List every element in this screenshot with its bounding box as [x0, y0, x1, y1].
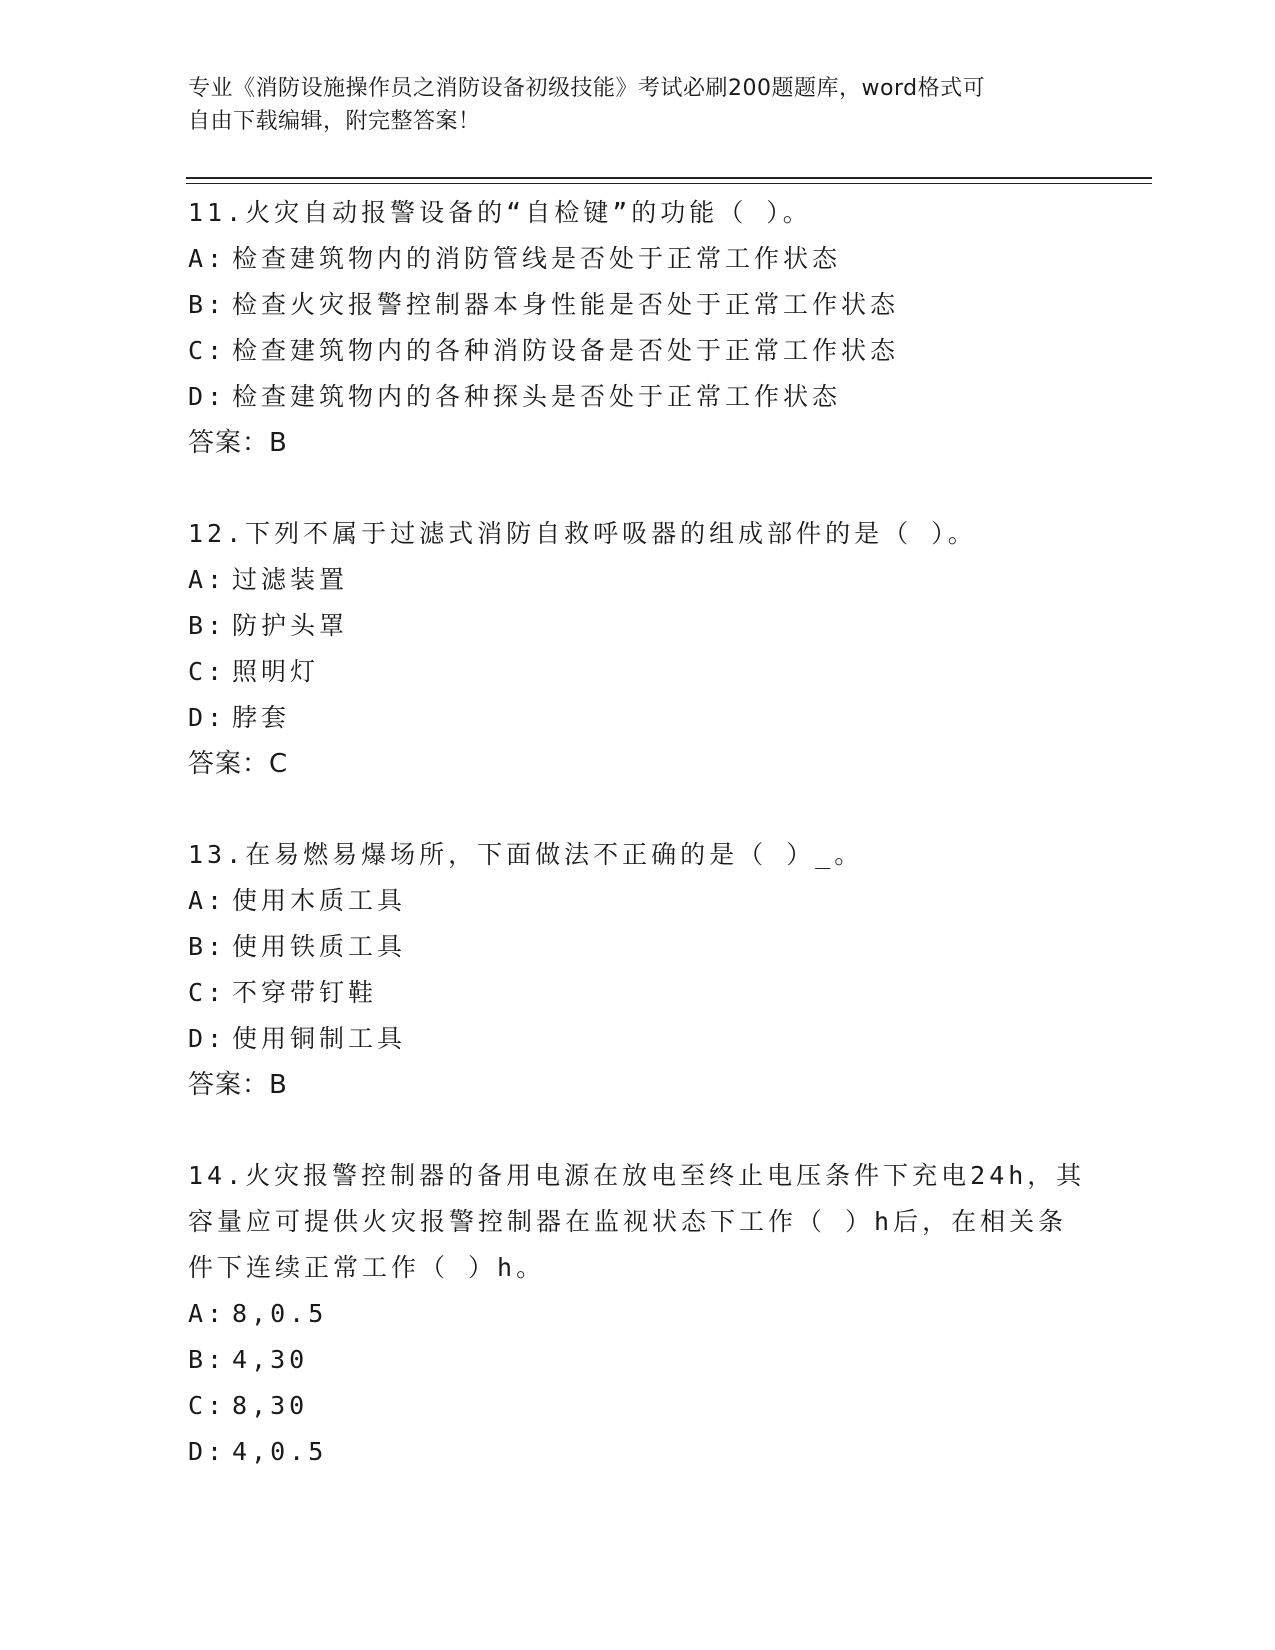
document-header	[188, 72, 1088, 138]
option-key: A:	[188, 565, 227, 594]
option-text: 检查建筑物内的各种消防设备是否处于正常工作状态	[232, 336, 900, 365]
option-text: 防护头罩	[232, 611, 349, 640]
option-text: 使用木质工具	[232, 886, 407, 915]
option-text: 4,0.5	[232, 1437, 328, 1466]
question-stem-line-1: 14.火灾报警控制器的备用电源在放电至终止电压条件下充电24h，其	[188, 1161, 1086, 1190]
option-key: C:	[188, 657, 227, 686]
option-key: A:	[188, 1299, 227, 1328]
answer-line: 答案：C	[188, 749, 289, 779]
option-text: 过滤装置	[232, 565, 349, 594]
option-text: 8,0.5	[232, 1299, 328, 1328]
option-text: 检查建筑物内的各种探头是否处于正常工作状态	[232, 382, 842, 411]
question-stem: 13.在易燃易爆场所，下面做法不正确的是（ ）_。	[188, 840, 864, 869]
option-key: B:	[188, 290, 227, 319]
option-b	[188, 603, 1088, 649]
option-key: C:	[188, 1391, 227, 1420]
header-divider-thick	[186, 177, 1152, 179]
header-line-2: 自由下载编辑，附完整答案！	[188, 109, 481, 134]
option-key: A:	[188, 886, 227, 915]
option-d	[188, 374, 1088, 420]
option-key: D:	[188, 703, 227, 732]
question-stem: 11.火灾自动报警设备的“自检键”的功能（ ）。	[188, 198, 812, 227]
option-text: 检查建筑物内的消防管线是否处于正常工作状态	[232, 244, 842, 273]
option-text: 检查火灾报警控制器本身性能是否处于正常工作状态	[232, 290, 900, 319]
option-d	[188, 1016, 1088, 1062]
option-key: B:	[188, 611, 227, 640]
question-stem-line-2: 容量应可提供火灾报警控制器在监视状态下工作（ ）h后，在相关条	[188, 1207, 1068, 1236]
option-key: B:	[188, 932, 227, 961]
option-text: 照明灯	[232, 657, 320, 686]
option-d	[188, 1429, 1088, 1475]
option-b	[188, 282, 1088, 328]
option-key: B:	[188, 1345, 227, 1374]
option-c	[188, 1383, 1088, 1429]
option-a	[188, 236, 1088, 282]
option-a	[188, 878, 1088, 924]
option-b	[188, 1337, 1088, 1383]
option-d	[188, 695, 1088, 741]
option-text: 不穿带钉鞋	[232, 978, 378, 1007]
option-a	[188, 557, 1088, 603]
question-13	[188, 832, 1088, 1108]
option-b	[188, 924, 1088, 970]
question-stem-line-3: 件下连续正常工作（ ）h。	[188, 1253, 546, 1282]
option-key: D:	[188, 1024, 227, 1053]
option-key: C:	[188, 336, 227, 365]
option-key: C:	[188, 978, 227, 1007]
option-c	[188, 970, 1088, 1016]
option-c	[188, 328, 1088, 374]
header-line-1: 专业《消防设施操作员之消防设备初级技能》考试必刷200题题库，word格式可	[188, 76, 986, 101]
question-list	[188, 190, 1088, 1520]
answer-line: 答案：B	[188, 1070, 288, 1100]
question-14	[188, 1153, 1088, 1475]
option-text: 使用铜制工具	[232, 1024, 407, 1053]
option-text: 8,30	[232, 1391, 309, 1420]
option-key: D:	[188, 1437, 227, 1466]
option-text: 脖套	[232, 703, 291, 732]
option-text: 使用铁质工具	[232, 932, 407, 961]
answer-line: 答案：B	[188, 428, 288, 458]
option-c	[188, 649, 1088, 695]
question-12	[188, 511, 1088, 787]
option-text: 4,30	[232, 1345, 309, 1374]
option-a	[188, 1291, 1088, 1337]
question-11	[188, 190, 1088, 466]
header-divider-thin	[186, 183, 1152, 184]
option-key: A:	[188, 244, 227, 273]
option-key: D:	[188, 382, 227, 411]
question-stem: 12.下列不属于过滤式消防自救呼吸器的组成部件的是（ ）。	[188, 519, 977, 548]
